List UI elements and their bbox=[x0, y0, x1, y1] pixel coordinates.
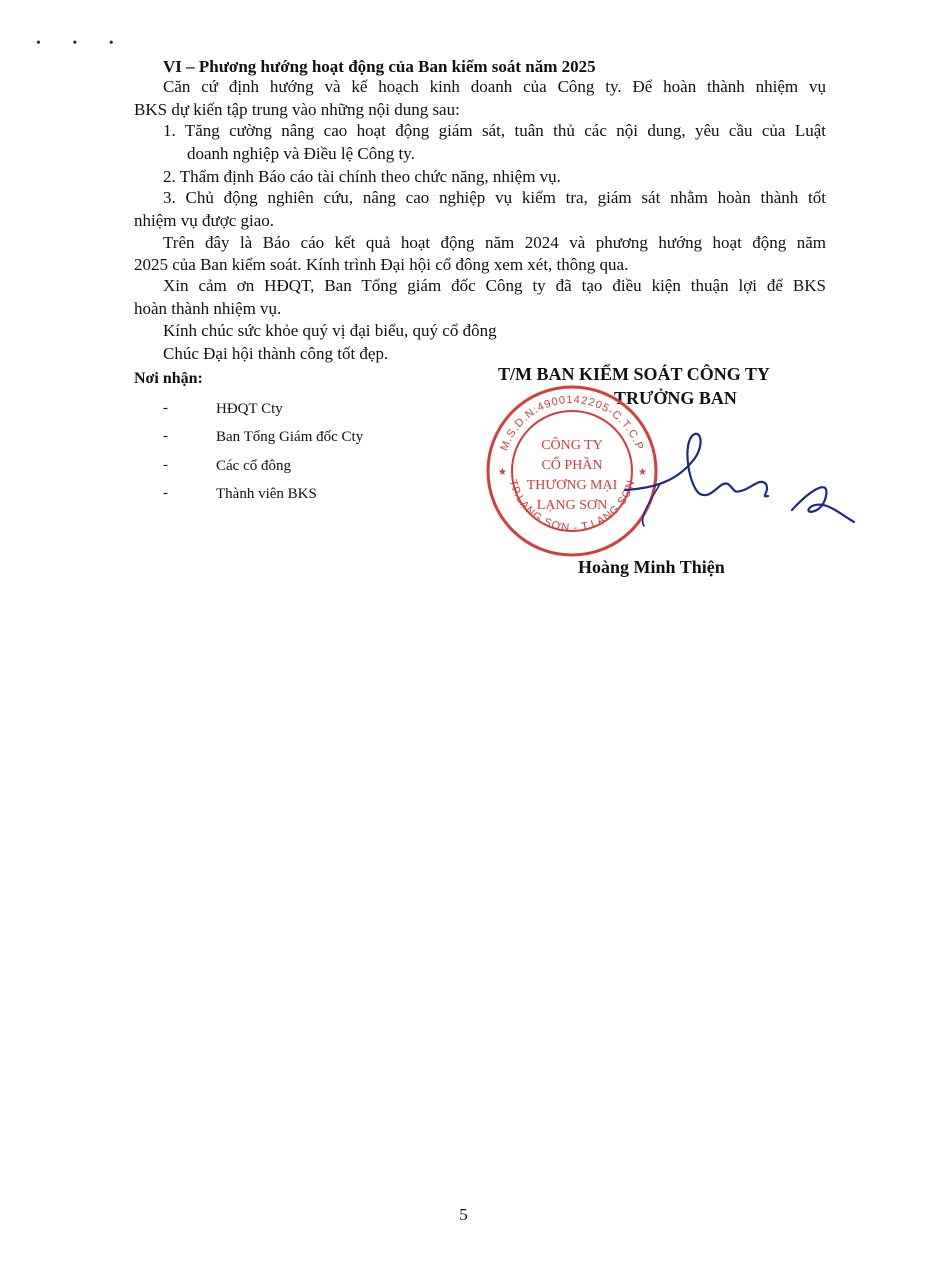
stamp-line: LẠNG SƠN bbox=[536, 498, 608, 513]
recipient-item: Thành viên BKS bbox=[216, 486, 317, 502]
closing-p1-line-1: Trên đây là Báo cáo kết quả hoạt động năm 2024 và phương hướng hoạt động năm bbox=[163, 233, 826, 252]
star-icon: ★ bbox=[498, 467, 507, 478]
closing-greeting: Kính chúc sức khỏe quý vị đại biểu, quý cổ đông bbox=[163, 321, 497, 340]
stamp-ring-top: M.S.D.N:4900142205-C.T.C.P bbox=[498, 393, 646, 453]
bullet: - bbox=[163, 400, 168, 416]
stamp-line: THƯƠNG MẠI bbox=[526, 478, 618, 493]
stamp-ring-bottom: TP.LẠNG SƠN - T.LẠNG SƠN bbox=[506, 478, 638, 535]
list-item-cont: nhiệm vụ được giao. bbox=[134, 211, 275, 230]
recipient-item: HĐQT Cty bbox=[216, 401, 283, 417]
scan-dots: • • • bbox=[36, 36, 128, 51]
stamp-line: CỔ PHẦN bbox=[541, 458, 603, 473]
recipient-item: Các cổ đông bbox=[216, 458, 291, 474]
bullet: - bbox=[163, 485, 168, 501]
star-icon: ★ bbox=[638, 467, 647, 478]
bullet: - bbox=[163, 428, 168, 444]
page-number: 5 bbox=[459, 1205, 468, 1224]
section-title: VI – Phương hướng hoạt động của Ban kiểm soát năm 2025 bbox=[163, 57, 596, 76]
list-item: 3. Chủ động nghiên cứu, nâng cao nghiệp vụ kiểm tra, giám sát nhằm hoàn thành tốt bbox=[163, 188, 826, 207]
recipients-title: Nơi nhận: bbox=[134, 370, 203, 387]
handwritten-signature-icon bbox=[620, 418, 860, 538]
closing-p2-line-2: hoàn thành nhiệm vụ. bbox=[134, 299, 282, 318]
signatory-org: T/M BAN KIỂM SOÁT CÔNG TY bbox=[498, 364, 770, 384]
bullet: - bbox=[163, 457, 168, 473]
list-item: 2. Thẩm định Báo cáo tài chính theo chức năng, nhiệm vụ. bbox=[163, 167, 561, 186]
closing-p1-line-2: 2025 của Ban kiểm soát. Kính trình Đại hội cổ đông xem xét, thông qua. bbox=[134, 255, 629, 274]
recipient-item: Ban Tổng Giám đốc Cty bbox=[216, 429, 364, 445]
list-item-cont: doanh nghiệp và Điều lệ Công ty. bbox=[187, 144, 415, 163]
closing-wish: Chúc Đại hội thành công tốt đẹp. bbox=[163, 344, 389, 363]
list-item: 1. Tăng cường nâng cao hoạt động giám sát, tuân thủ các nội dung, yêu cầu của Luật bbox=[163, 121, 826, 140]
intro-line-1: Căn cứ định hướng và kế hoạch kinh doanh của Công ty. Để hoàn thành nhiệm vụ bbox=[163, 77, 826, 96]
stamp-line: CÔNG TY bbox=[541, 438, 603, 453]
intro-line-2: BKS dự kiến tập trung vào những nội dung sau: bbox=[134, 100, 460, 119]
closing-p2-line-1: Xin cảm ơn HĐQT, Ban Tổng giám đốc Công ty đã tạo điều kiện thuận lợi để BKS bbox=[163, 276, 826, 295]
signatory-name: Hoàng Minh Thiện bbox=[578, 557, 725, 577]
signatory-role: TRƯỞNG BAN bbox=[614, 388, 737, 408]
